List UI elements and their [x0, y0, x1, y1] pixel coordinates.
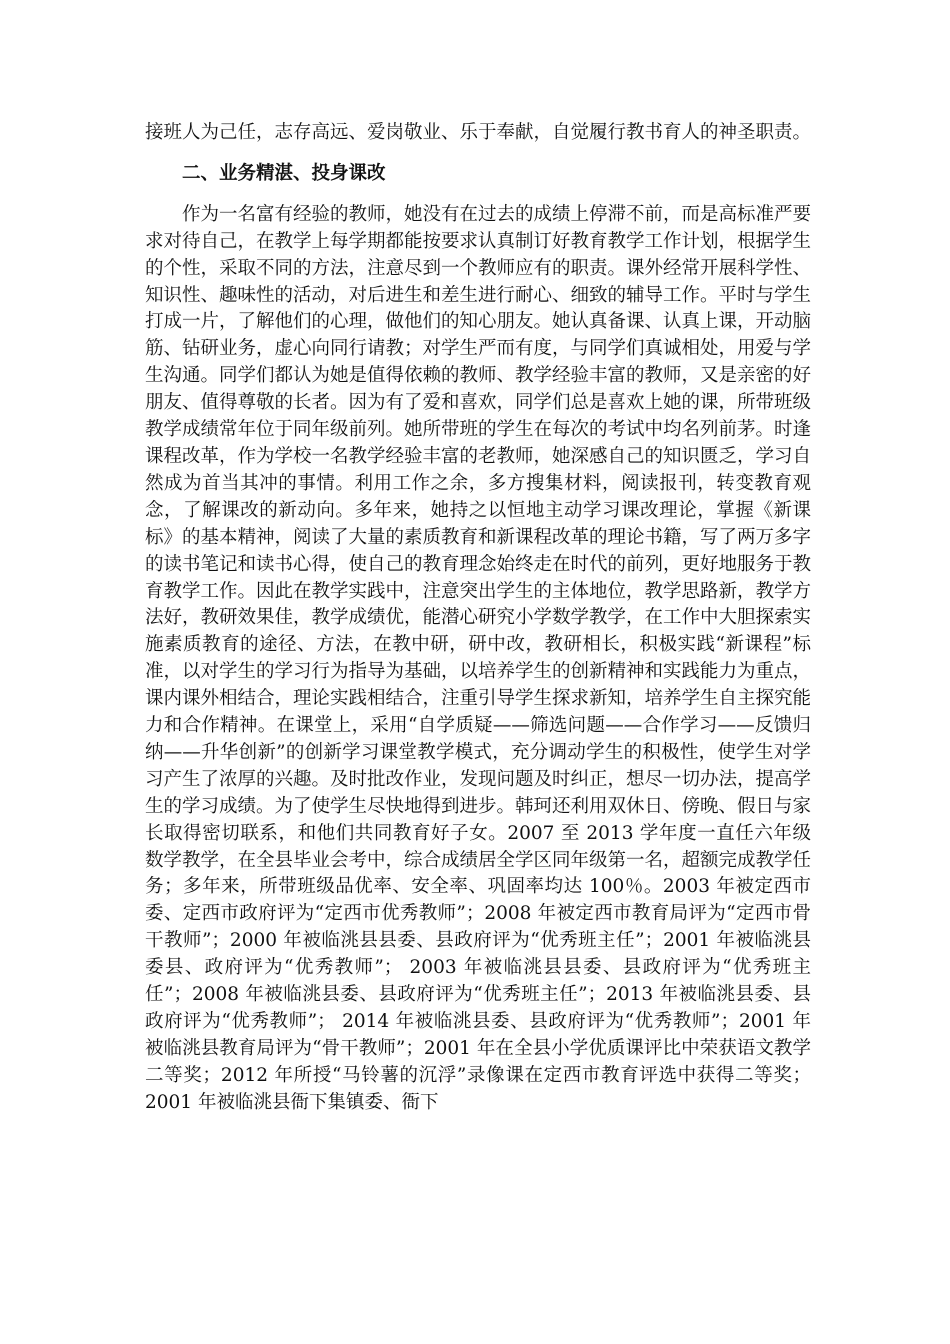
document-page — [145, 120, 811, 1117]
body-paragraph: 作为一名富有经验的教师，她没有在过去的成绩上停滞不前，而是高标准严要求对待自己，在教学上每学期都能按要求认真制订好教育教学工作计划，根据学生的个性，采取不同的方法，注意尽到一个教师应有的职责。课外经常开展科学性、知识性、趣味性的活动，对后进生和差生进行耐心、细致的辅导工作。平时与学生打成一片，了解他们的心理，做他们的知心朋友。她认真备课、认真上课，开动脑筋、钻研业务，虚心向同行请教；对学生严而有度，与同学们真诚相处，用爱与学生沟通。同学们都认为她是值得依赖的教师、教学经验丰富的教师，又是亲密的好朋友、值得尊敬的长者。因为有了爱和喜欢，同学们总是喜欢上她的课，所带班级教学成绩常年位于同年级前列。她所带班的学生在每次的考试中均名列前茅。时逢课程改革，作为学校一名教学经验丰富的老教师，她深感自己的知识匮乏，学习自然成为首当其冲的事情。利用工作之余，多方搜集材料，阅读报刊，转变教育观念，了解课改的新动向。多年来，她持之以恒地主动学习课改理论，掌握《新课标》的基本精神，阅读了大量的素质教育和新课程改革的理论书籍，写了两万多字的读书笔记和读书心得，使自己的教育理念始终走在时代的前列，更好地服务于教育教学工作。因此在教学实践中，注意突出学生的主体地位，教学思路新，教学方法好，教研效果佳，教学成绩优，能潜心研究小学数学教学，在工作中大胆探索实施素质教育的途径、方法，在教中研，研中改，教研相长，积极实践“新课程”标准，以对学生的学习行为指导为基础，以培养学生的创新精神和实践能力为重点，课内课外相结合，理论实践相结合，注重引导学生探求新知，培养学生自主探究能力和合作精神。在课堂上，采用“自学质疑——筛选问题——合作学习——反馈归纳——升华创新”的创新学习课堂教学模式，充分调动学生的积极性，使学生对学习产生了浓厚的兴趣。及时批改作业，发现问题及时纠正，想尽一切办法，提高学生的学习成绩。为了使学生尽快地得到进步。韩珂还利用双休日、傍晚、假日与家长取得密切联系，和他们共同教育好子女。2007 至 2013 学年度一直任六年级数学教学，在全县毕业会考中，综合成绩居全学区同年级第一名，超额完成教学任务；多年来，所带班级品优率、安全率、巩固率均达 100％。2003 年被定西市委、定西市政府评为“定西市优秀教师”；2008 年被定西市教育局评为“定西市骨干教师”；2000 年被临洮县县委、县政府评为“优秀班主任”；2001 年被临洮县委县、政府评为“优秀教师”； 2003 年被临洮县县委、县政府评为“优秀班主任”；2008 年被临洮县委、县政府评为“优秀班主任”；2013 年被临洮县委、县政府评为“优秀教师”； 2014 年被临洮县委、县政府评为“优秀教师”；2001 年被临洮县教育局评为“骨干教师”；2001 年在全县小学优质课评比中荣获语文教学二等奖；2012 年所授“马铃薯的沉浮”录像课在定西市教育评选中获得二等奖；2001 年被临洮县衙下集镇委、衙下 — [145, 203, 812, 1113]
intro-paragraph: 接班人为己任，志存高远、爱岗敬业、乐于奉献，自觉履行教书育人的神圣职责。 — [145, 122, 812, 143]
section-heading: 二、业务精湛、投身课改 — [182, 162, 386, 184]
